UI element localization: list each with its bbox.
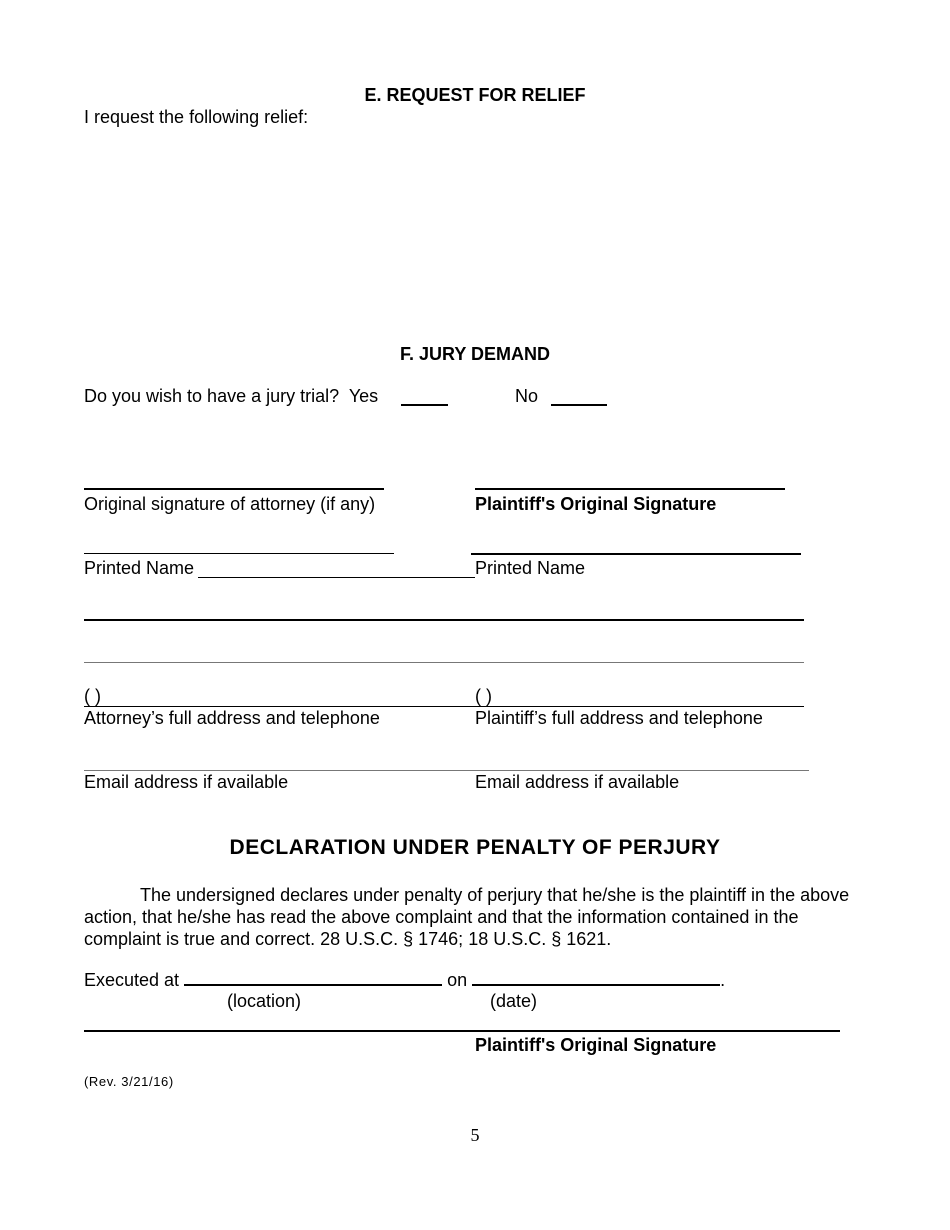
relief-intro: I request the following relief: [84,107,309,127]
jury-no-label: No [515,386,539,406]
executed-period: . [720,970,726,990]
address-line-1[interactable] [84,619,804,621]
attorney-signature-label: Original signature of attorney (if any) [84,494,376,514]
email-line[interactable] [84,770,809,771]
declaration-signature-label: Plaintiff's Original Signature [475,1035,717,1055]
phone-line[interactable] [84,706,804,707]
plaintiff-printed-name-line[interactable] [471,553,801,555]
address-line-2[interactable] [84,662,804,663]
location-label: (location) [227,991,302,1011]
jury-question-text: Do you wish to have a jury trial? [84,386,340,406]
date-label: (date) [490,991,538,1011]
plaintiff-phone-paren: ( ) [475,686,492,706]
section-f-heading: F. JURY DEMAND [399,344,551,364]
plaintiff-email-label: Email address if available [475,772,680,792]
jury-question [84,386,378,407]
executed-line [84,970,725,991]
declaration-body: The undersigned declares under penalty of perjury that he/she is the plaintiff in the above action, that he/she has read the above complaint and that the information contained in the complaint is true and correct. 28 U.S.C. § 1746; 18 U.S.C. § 1621. [84,885,850,949]
plaintiff-address-label: Plaintiff’s full address and telephone [475,708,763,728]
date-blank[interactable] [472,970,720,986]
attorney-phone-paren: ( ) [84,686,101,706]
page-number: 5 [470,1125,480,1145]
attorney-address-label: Attorney’s full address and telephone [84,708,380,728]
jury-yes-blank[interactable] [401,404,448,406]
attorney-printed-name-line[interactable] [84,553,394,554]
section-e-heading: E. REQUEST FOR RELIEF [364,85,586,105]
plaintiff-signature-label: Plaintiff's Original Signature [475,494,717,514]
declaration-heading: DECLARATION UNDER PENALTY OF PERJURY [229,836,721,859]
attorney-printed-name-underline [198,577,475,578]
attorney-signature-line[interactable] [84,488,384,490]
plaintiff-printed-name-label: Printed Name [475,558,586,578]
declaration-signature-line[interactable] [84,1030,840,1032]
plaintiff-signature-line[interactable] [475,488,785,490]
attorney-printed-name-label: Printed Name [84,558,195,578]
jury-no-blank[interactable] [551,404,607,406]
jury-yes-label: Yes [348,386,379,406]
attorney-email-label: Email address if available [84,772,289,792]
executed-at-label: Executed at [84,970,180,990]
revision-note: (Rev. 3/21/16) [84,1074,174,1089]
location-blank[interactable] [184,970,442,986]
on-label: on [447,970,468,990]
